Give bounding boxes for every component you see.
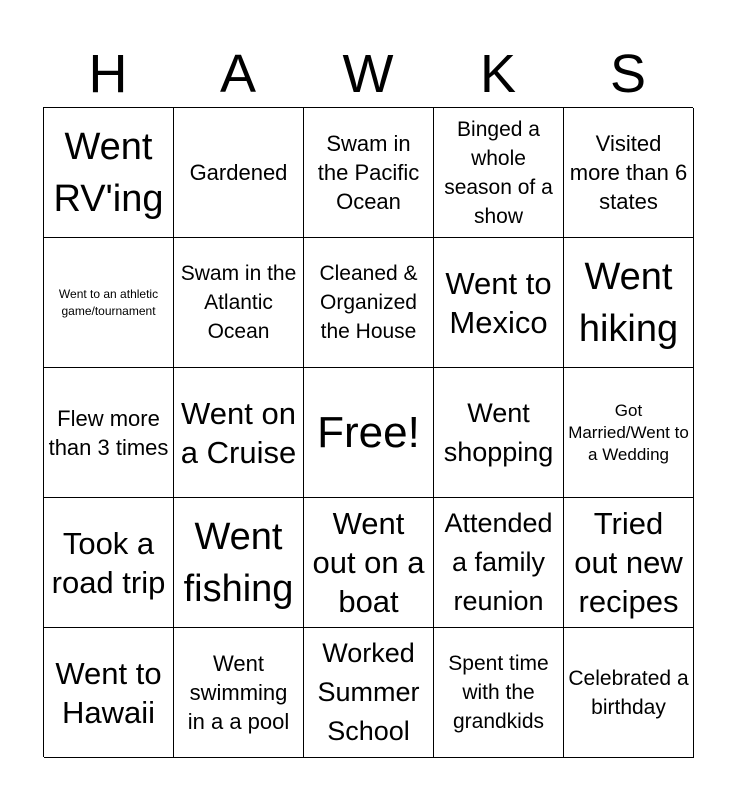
cell-text: Gardened xyxy=(189,160,288,185)
bingo-cell xyxy=(44,498,174,628)
header-letter-k: K xyxy=(479,44,517,104)
cell-text: Cleaned & Organized the House xyxy=(319,262,418,343)
bingo-cell xyxy=(44,368,174,498)
bingo-grid xyxy=(43,107,693,757)
cell-text: Binged a whole season of a show xyxy=(444,117,553,228)
bingo-cell xyxy=(174,108,304,238)
cell-text: Went hiking xyxy=(578,255,679,350)
cell-text: Went out on a boat xyxy=(312,506,425,619)
cell-text: Free! xyxy=(317,407,420,457)
bingo-cell free-space xyxy=(304,368,434,498)
cell-text: Went on a Cruise xyxy=(180,395,297,470)
bingo-cell xyxy=(304,238,434,368)
bingo-cell xyxy=(174,368,304,498)
cell-text: Swam in the Atlantic Ocean xyxy=(180,262,297,343)
header-letter-a: A xyxy=(219,44,257,104)
bingo-cell xyxy=(174,498,304,628)
bingo-cell xyxy=(304,628,434,758)
bingo-cell xyxy=(304,108,434,238)
cell-text: Went fishing xyxy=(183,515,294,610)
cell-text: Celebrated a birthday xyxy=(568,666,689,719)
bingo-cell xyxy=(44,628,174,758)
cell-text: Got Married/Went to a Wedding xyxy=(568,400,689,464)
cell-text: Attended a family reunion xyxy=(444,508,553,616)
cell-text: Tried out new recipes xyxy=(574,506,683,619)
bingo-cell xyxy=(434,498,564,628)
bingo-cell xyxy=(174,238,304,368)
header-letter-s: S xyxy=(609,44,647,104)
bingo-cell xyxy=(434,238,564,368)
bingo-cell xyxy=(564,238,694,368)
bingo-cell xyxy=(564,628,694,758)
bingo-cell xyxy=(434,368,564,498)
cell-text: Went to Mexico xyxy=(445,265,552,340)
bingo-cell xyxy=(174,628,304,758)
bingo-cell xyxy=(304,498,434,628)
bingo-cell xyxy=(564,368,694,498)
bingo-cell xyxy=(564,498,694,628)
bingo-header xyxy=(43,40,693,108)
header-letter-h: H xyxy=(88,44,128,104)
cell-text: Spent time with the grandkids xyxy=(448,652,549,733)
cell-text: Took a road trip xyxy=(51,525,166,600)
bingo-cell xyxy=(44,238,174,368)
cell-text: Flew more than 3 times xyxy=(48,405,169,460)
cell-text: Went swimming in a a pool xyxy=(187,651,290,734)
bingo-cell xyxy=(434,108,564,238)
bingo-cell xyxy=(564,108,694,238)
cell-text: Went to an athletic game/tournament xyxy=(58,286,159,318)
cell-text: Worked Summer School xyxy=(317,638,420,746)
bingo-cell xyxy=(434,628,564,758)
cell-text: Went RV'ing xyxy=(53,125,164,220)
cell-text: Went to Hawaii xyxy=(55,655,162,730)
cell-text: Swam in the Pacific Ocean xyxy=(317,131,420,214)
bingo-cell xyxy=(44,108,174,238)
header-letter-w: W xyxy=(342,44,394,104)
cell-text: Visited more than 6 states xyxy=(569,131,688,214)
cell-text: Went shopping xyxy=(443,397,554,467)
